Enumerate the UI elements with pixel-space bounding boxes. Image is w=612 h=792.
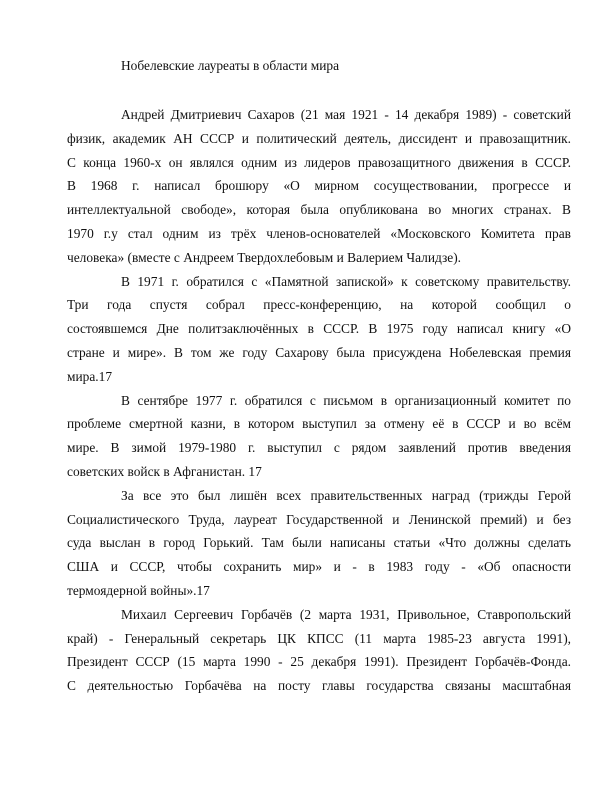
text-line: В сентябре 1977 г. обратился с письмом в организационный комитет по <box>121 392 571 408</box>
text-line: стране и мире». В том же году Сахарову была присуждена Нобелевская премия <box>67 344 571 360</box>
paragraph-sakharov-bio <box>67 103 571 270</box>
text-line: Президент СССР (15 марта 1990 - 25 декабря 1991). Президент Горбачёв-Фонда. <box>67 654 571 670</box>
text-line: 1970 г.у стал одним из трёх членов-основателей «Московского Комитета прав <box>67 225 571 241</box>
document-title: Нобелевские лауреаты в области мира <box>121 58 340 73</box>
text-line: состоявшемся Дне политзаключённых в СССР. В 1975 году написал книгу «О <box>67 321 571 337</box>
text-line: проблеме смертной казни, в котором выступил за отмену её в СССР и во всём <box>67 416 571 432</box>
text-line: Три года спустя собрал пресс-конференцию, на которой сообщил о <box>67 297 571 313</box>
text-line: суда выслан в город Горький. Там были написаны статьи «Что должны сделать <box>67 535 571 551</box>
text-line: Социалистического Труда, лауреат Государственной и Ленинской премий) и без <box>67 511 571 527</box>
text-line: физик, академик АН СССР и политический деятель, диссидент и правозащитник. <box>67 130 571 146</box>
text-line: человека» (вместе с Андреем Твердохлебовым и Валерием Чалидзе). <box>67 249 462 265</box>
text-line: С деятельностью Горбачёва на посту главы государства связаны масштабная <box>67 678 571 694</box>
text-line: В 1971 г. обратился с «Памятной запиской» к советскому правительству. <box>121 273 571 289</box>
paragraph-sakharov-exile <box>67 484 571 603</box>
document-body <box>67 103 571 698</box>
text-line: термоядерной войны».17 <box>67 582 210 598</box>
paragraph-gorbachev-bio <box>67 603 571 698</box>
text-line: советских войск в Афганистан. 17 <box>67 463 262 479</box>
text-line: мире. В зимой 1979-1980 г. выступил с рядом заявлений против введения <box>67 440 571 456</box>
paragraph-sakharov-1977 <box>67 389 571 484</box>
text-line: За все это был лишён всех правительственных наград (трижды Герой <box>121 487 571 503</box>
text-line: США и СССР, чтобы сохранить мир» и - в 1983 году - «Об опасности <box>67 559 571 575</box>
text-line: В 1968 г. написал брошюру «О мирном сосуществовании, прогрессе и <box>67 178 571 194</box>
text-line: Андрей Дмитриевич Сахаров (21 мая 1921 - 14 декабря 1989) - советский <box>121 107 571 122</box>
paragraph-sakharov-1971 <box>67 270 571 389</box>
text-line: мира.17 <box>67 368 113 384</box>
text-line: край) - Генеральный секретарь ЦК КПСС (11 марта 1985-23 августа 1991), <box>67 630 571 646</box>
text-line: интеллектуальной свободе», которая была опубликована во многих странах. В <box>67 202 571 218</box>
text-line: С конца 1960-х он являлся одним из лидеров правозащитного движения в СССР. <box>67 154 571 170</box>
text-line: Михаил Сергеевич Горбачёв (2 марта 1931, Привольное, Ставропольский <box>121 606 571 622</box>
